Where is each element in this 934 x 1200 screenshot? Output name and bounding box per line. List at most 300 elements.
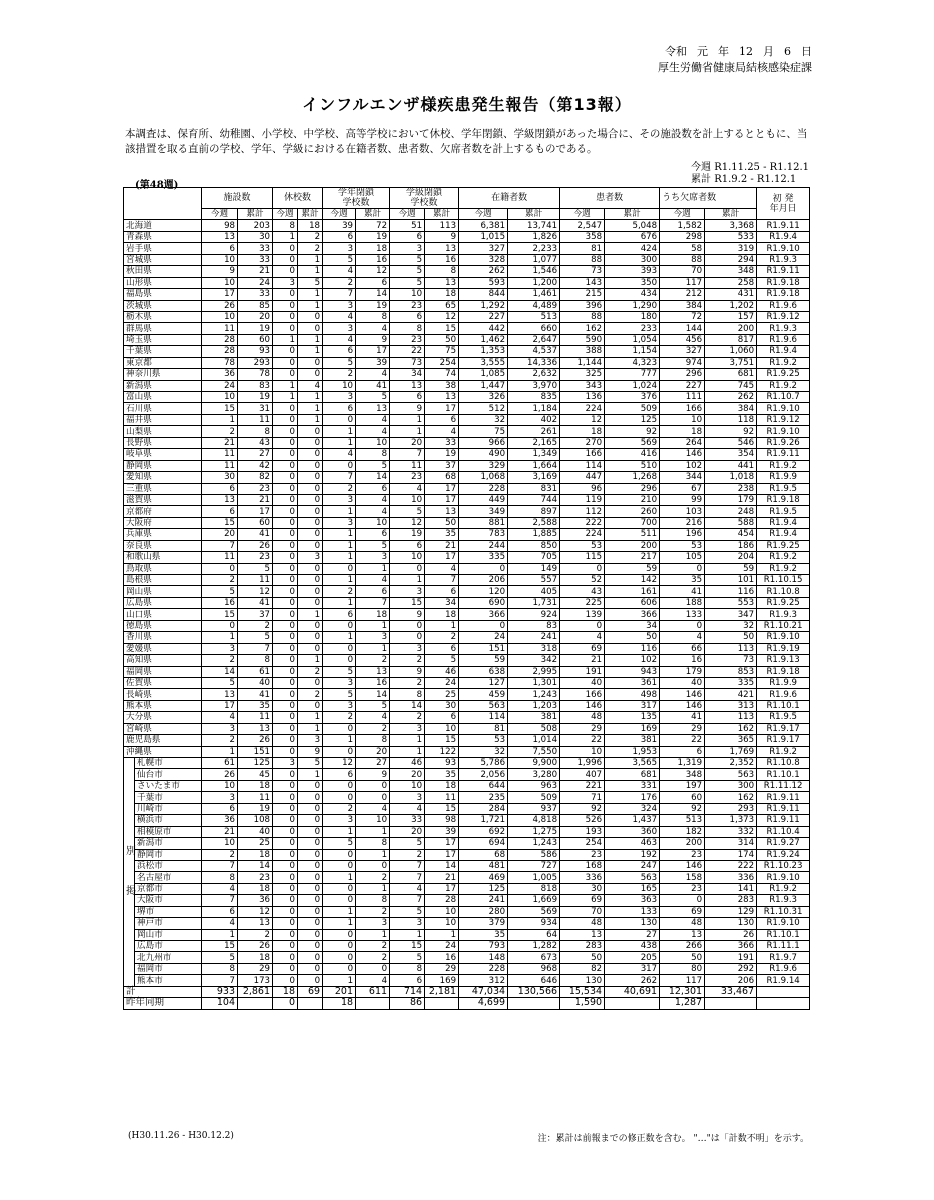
value-cell: 0 — [273, 872, 298, 883]
value-cell: 166 — [560, 449, 605, 460]
value-cell: 14 — [356, 289, 390, 300]
value-cell: 3 — [356, 632, 390, 643]
value-cell: 0 — [323, 655, 356, 666]
value-cell: 3 — [273, 758, 298, 769]
value-cell: 11 — [425, 792, 459, 803]
value-cell: 3 — [323, 494, 356, 505]
total-label: 計 — [124, 986, 202, 997]
value-cell: 5 — [323, 357, 356, 368]
value-cell: 1,200 — [508, 277, 560, 288]
value-cell: 16 — [660, 655, 705, 666]
value-cell: 0 — [273, 746, 298, 757]
value-cell: 19 — [356, 300, 390, 311]
city-name: 大阪市 — [135, 895, 202, 906]
value-cell: 4 — [323, 266, 356, 277]
value-cell: 10 — [560, 746, 605, 757]
prefecture-name: 奈良県 — [124, 540, 202, 551]
value-cell: 212 — [660, 289, 705, 300]
value-cell: 12 — [390, 517, 425, 528]
city-row — [124, 769, 810, 780]
prefecture-row — [124, 597, 810, 608]
value-cell: 2 — [356, 952, 390, 963]
value-cell: 8 — [238, 426, 273, 437]
first-date-cell: R1.10.21 — [757, 620, 810, 631]
value-cell: 21 — [202, 826, 238, 837]
value-cell: 5 — [356, 460, 390, 471]
value-cell: 13 — [202, 494, 238, 505]
value-cell: 10 — [425, 918, 459, 929]
value-cell: 0 — [298, 632, 323, 643]
city-row — [124, 815, 810, 826]
value-cell: 3 — [390, 243, 425, 254]
value-cell: 1,885 — [508, 529, 560, 540]
value-cell: 73 — [390, 357, 425, 368]
first-date-cell: R1.9.6 — [757, 300, 810, 311]
value-cell: 37 — [425, 460, 459, 471]
value-cell: 360 — [605, 826, 660, 837]
value-cell: 26 — [238, 941, 273, 952]
value-cell: 6,381 — [459, 220, 508, 231]
header-first-date: 初 発 年月日 — [757, 188, 810, 220]
value-cell: 526 — [560, 815, 605, 826]
value-cell: 30 — [425, 700, 459, 711]
value-cell: 0 — [273, 666, 298, 677]
value-cell: 0 — [273, 289, 298, 300]
prefecture-name: 広島県 — [124, 597, 202, 608]
value-cell: 8 — [356, 838, 390, 849]
value-cell: 5 — [202, 952, 238, 963]
value-cell: 14,336 — [508, 357, 560, 368]
value-cell: 0 — [273, 449, 298, 460]
value-cell: 0 — [273, 906, 298, 917]
value-cell: 193 — [560, 826, 605, 837]
value-cell: 366 — [605, 609, 660, 620]
value-cell: 0 — [356, 860, 390, 871]
value-cell: 33 — [425, 437, 459, 448]
value-cell: 0 — [273, 311, 298, 322]
city-row — [124, 838, 810, 849]
value-cell: 0 — [323, 963, 356, 974]
value-cell: 3 — [390, 723, 425, 734]
prefecture-name: 山口県 — [124, 609, 202, 620]
value-cell: 29 — [425, 963, 459, 974]
value-cell: 2 — [238, 620, 273, 631]
subheader-this-week: 今週 — [323, 209, 356, 220]
first-date-cell: R1.9.7 — [757, 952, 810, 963]
value-cell: 5 — [356, 540, 390, 551]
value-cell: 0 — [202, 563, 238, 574]
city-name: 熊本市 — [135, 975, 202, 986]
value-cell: 75 — [425, 346, 459, 357]
value-cell: 1 — [425, 620, 459, 631]
value-cell: 0 — [273, 620, 298, 631]
value-cell: 2 — [298, 666, 323, 677]
value-cell: 215 — [560, 289, 605, 300]
value-cell: 2 — [390, 849, 425, 860]
value-cell: 512 — [459, 403, 508, 414]
value-cell: 27 — [356, 758, 390, 769]
value-cell: 745 — [705, 380, 757, 391]
prefecture-row — [124, 311, 810, 322]
value-cell: 3 — [202, 792, 238, 803]
value-cell: 327 — [660, 346, 705, 357]
value-cell: 69 — [298, 986, 323, 997]
value-cell: 142 — [605, 575, 660, 586]
prefecture-row — [124, 277, 810, 288]
value-cell: 0 — [273, 369, 298, 380]
value-cell: 27 — [238, 449, 273, 460]
value-cell: 16 — [425, 952, 459, 963]
value-cell: 24 — [238, 277, 273, 288]
prefecture-row — [124, 231, 810, 242]
value-cell: 6 — [390, 975, 425, 986]
value-cell: 0 — [323, 895, 356, 906]
value-cell: 14 — [356, 689, 390, 700]
value-cell: 11 — [238, 414, 273, 425]
value-cell: 2 — [425, 632, 459, 643]
value-cell: 115 — [560, 552, 605, 563]
value-cell: 1 — [298, 769, 323, 780]
value-cell: 42 — [238, 460, 273, 471]
city-name: 横浜市 — [135, 815, 202, 826]
value-cell: 4 — [390, 483, 425, 494]
value-cell: 469 — [459, 872, 508, 883]
value-cell: 166 — [560, 689, 605, 700]
value-cell: 21 — [238, 266, 273, 277]
city-name: 堺市 — [135, 906, 202, 917]
value-cell: 5,048 — [605, 220, 660, 231]
value-cell: 241 — [508, 632, 560, 643]
value-cell: 25 — [425, 689, 459, 700]
value-cell: 0 — [273, 689, 298, 700]
value-cell: 18 — [425, 609, 459, 620]
prefecture-name: 栃木県 — [124, 311, 202, 322]
value-cell: 205 — [605, 952, 660, 963]
value-cell: 0 — [298, 963, 323, 974]
first-date-cell: R1.9.10 — [757, 403, 810, 414]
prefecture-row — [124, 677, 810, 688]
value-cell: 179 — [705, 494, 757, 505]
value-cell: 2,995 — [508, 666, 560, 677]
value-cell: 6 — [660, 746, 705, 757]
value-cell: 116 — [705, 586, 757, 597]
value-cell: 13 — [202, 689, 238, 700]
value-cell: 162 — [560, 323, 605, 334]
value-cell: 18 — [660, 426, 705, 437]
value-cell: 0 — [323, 941, 356, 952]
value-cell: 0 — [273, 597, 298, 608]
value-cell: 5 — [356, 700, 390, 711]
value-cell: 0 — [273, 677, 298, 688]
value-cell: 15 — [390, 941, 425, 952]
value-cell: 191 — [705, 952, 757, 963]
first-date-cell: R1.9.18 — [757, 289, 810, 300]
value-cell: 563 — [705, 769, 757, 780]
value-cell: 18 — [238, 952, 273, 963]
value-cell: 606 — [605, 597, 660, 608]
prefecture-name: 愛知県 — [124, 472, 202, 483]
value-cell: 6 — [356, 529, 390, 540]
value-cell: 264 — [660, 437, 705, 448]
header-closure: 休校数 — [273, 188, 323, 209]
value-cell: 19 — [356, 231, 390, 242]
value-cell: 20 — [238, 311, 273, 322]
value-cell: 850 — [508, 540, 560, 551]
value-cell: 510 — [605, 460, 660, 471]
table-subheader-row — [124, 209, 810, 220]
prefecture-row — [124, 392, 810, 403]
value-cell: 17 — [238, 506, 273, 517]
value-cell: 5 — [390, 952, 425, 963]
prefecture-row — [124, 620, 810, 631]
value-cell: 293 — [238, 357, 273, 368]
city-row — [124, 780, 810, 791]
city-name: 札幌市 — [135, 758, 202, 769]
value-cell: 233 — [605, 323, 660, 334]
value-cell: 15 — [202, 517, 238, 528]
city-row — [124, 860, 810, 871]
value-cell: 0 — [273, 963, 298, 974]
value-cell: 4 — [356, 323, 390, 334]
value-cell: 0 — [273, 529, 298, 540]
value-cell: 0 — [323, 414, 356, 425]
value-cell: 165 — [605, 883, 660, 894]
value-cell: 30 — [202, 472, 238, 483]
value-cell: 74 — [425, 369, 459, 380]
value-cell: 50 — [560, 952, 605, 963]
value-cell: 23 — [390, 300, 425, 311]
value-cell: 9 — [390, 666, 425, 677]
value-cell: 4 — [356, 506, 390, 517]
first-date-cell: R1.9.18 — [757, 494, 810, 505]
value-cell: 67 — [660, 483, 705, 494]
prefecture-row — [124, 220, 810, 231]
value-cell: 169 — [605, 723, 660, 734]
value-cell: 24 — [425, 677, 459, 688]
first-date-cell: R1.10.15 — [757, 575, 810, 586]
value-cell: 2,165 — [508, 437, 560, 448]
value-cell: 1 — [390, 426, 425, 437]
prefecture-name: 高知県 — [124, 655, 202, 666]
value-cell: 2 — [323, 803, 356, 814]
value-cell: 727 — [508, 860, 560, 871]
value-cell: 23 — [238, 872, 273, 883]
prefecture-name: 新潟県 — [124, 380, 202, 391]
first-date-cell — [757, 998, 810, 1009]
value-cell: 0 — [323, 883, 356, 894]
header-facilities: 施設数 — [202, 188, 273, 209]
value-cell: 335 — [459, 552, 508, 563]
prefecture-row — [124, 266, 810, 277]
first-date-cell: R1.10.8 — [757, 758, 810, 769]
value-cell: 2,861 — [238, 986, 273, 997]
value-cell: 13 — [560, 929, 605, 940]
value-cell: 7,550 — [508, 746, 560, 757]
first-date-cell: R1.9.17 — [757, 735, 810, 746]
value-cell: 1,290 — [605, 300, 660, 311]
period-this-week: 今週 R1.11.25 - R1.12.1 — [691, 162, 809, 173]
value-cell: 13 — [238, 918, 273, 929]
value-cell: 4 — [202, 918, 238, 929]
value-cell: 17 — [425, 494, 459, 505]
prefecture-name: 青森県 — [124, 231, 202, 242]
value-cell: 1 — [323, 506, 356, 517]
value-cell: 293 — [705, 803, 757, 814]
report-period — [691, 162, 809, 186]
value-cell: 481 — [459, 860, 508, 871]
prefecture-row — [124, 506, 810, 517]
value-cell: 179 — [660, 666, 705, 677]
value-cell: 130,566 — [508, 986, 560, 997]
value-cell: 0 — [273, 792, 298, 803]
value-cell: 8 — [356, 449, 390, 460]
first-date-cell: R1.9.12 — [757, 311, 810, 322]
value-cell: 300 — [705, 780, 757, 791]
value-cell: 0 — [298, 826, 323, 837]
value-cell: 714 — [390, 986, 425, 997]
value-cell: 1 — [202, 746, 238, 757]
value-cell: 0 — [298, 483, 323, 494]
value-cell: 336 — [560, 872, 605, 883]
value-cell: 6 — [202, 483, 238, 494]
value-cell: 1 — [323, 975, 356, 986]
city-name: 京都市 — [135, 883, 202, 894]
value-cell: 0 — [273, 437, 298, 448]
value-cell: 2 — [323, 712, 356, 723]
value-cell: 0 — [298, 838, 323, 849]
value-cell: 1,462 — [459, 334, 508, 345]
value-cell: 20 — [390, 769, 425, 780]
value-cell: 5 — [390, 506, 425, 517]
value-cell: 146 — [660, 700, 705, 711]
first-date-cell: R1.9.25 — [757, 597, 810, 608]
value-cell: 1 — [273, 392, 298, 403]
value-cell: 23 — [660, 883, 705, 894]
value-cell: 1,546 — [508, 266, 560, 277]
value-cell: 9 — [202, 266, 238, 277]
value-cell: 1,664 — [508, 460, 560, 471]
value-cell: 58 — [660, 243, 705, 254]
value-cell: 1 — [323, 575, 356, 586]
value-cell: 182 — [660, 826, 705, 837]
prefecture-row — [124, 357, 810, 368]
value-cell: 114 — [459, 712, 508, 723]
city-row — [124, 906, 810, 917]
value-cell: 5 — [425, 655, 459, 666]
value-cell: 508 — [508, 723, 560, 734]
value-cell: 40 — [238, 677, 273, 688]
value-cell: 17 — [202, 700, 238, 711]
value-cell: 1,373 — [705, 815, 757, 826]
value-cell: 40,691 — [605, 986, 660, 997]
value-cell: 690 — [459, 597, 508, 608]
date-month: 12 — [739, 45, 753, 58]
value-cell: 69 — [560, 643, 605, 654]
value-cell: 26 — [238, 540, 273, 551]
value-cell: 0 — [356, 780, 390, 791]
prefecture-row — [124, 655, 810, 666]
value-cell: 0 — [323, 929, 356, 940]
value-cell: 248 — [705, 506, 757, 517]
value-cell: 2 — [356, 906, 390, 917]
value-cell: 17 — [425, 883, 459, 894]
city-row — [124, 941, 810, 952]
value-cell: 0 — [298, 506, 323, 517]
value-cell: 13 — [202, 231, 238, 242]
value-cell: 447 — [560, 472, 605, 483]
value-cell: 0 — [273, 575, 298, 586]
value-cell: 104 — [202, 998, 238, 1009]
value-cell: 0 — [298, 563, 323, 574]
value-cell: 28 — [202, 334, 238, 345]
city-name: 新潟市 — [135, 838, 202, 849]
prefecture-name: 沖縄県 — [124, 746, 202, 757]
first-date-cell: R1.9.10 — [757, 632, 810, 643]
value-cell: 3 — [202, 643, 238, 654]
value-cell: 244 — [459, 540, 508, 551]
value-cell: 1 — [356, 826, 390, 837]
value-cell: 1 — [356, 620, 390, 631]
value-cell: 0 — [390, 620, 425, 631]
value-cell: 176 — [605, 792, 660, 803]
value-cell: 354 — [705, 449, 757, 460]
value-cell: 13 — [425, 506, 459, 517]
value-cell: 136 — [560, 392, 605, 403]
value-cell: 1 — [390, 929, 425, 940]
value-cell: 0 — [273, 472, 298, 483]
prefecture-name: 山梨県 — [124, 426, 202, 437]
total-row — [124, 986, 810, 997]
value-cell: 96 — [560, 483, 605, 494]
value-cell: 509 — [508, 792, 560, 803]
value-cell: 130 — [605, 918, 660, 929]
first-date-cell: R1.9.5 — [757, 506, 810, 517]
prefecture-name: 佐賀県 — [124, 677, 202, 688]
value-cell: 1 — [323, 529, 356, 540]
value-cell: 644 — [459, 780, 508, 791]
value-cell: 8 — [390, 689, 425, 700]
first-date-cell: R1.9.6 — [757, 963, 810, 974]
first-date-cell: R1.9.10 — [757, 426, 810, 437]
value-cell: 36 — [238, 895, 273, 906]
value-cell: 1,268 — [605, 472, 660, 483]
last-year-period-note: (H30.11.26 - H30.12.2) — [128, 1131, 234, 1141]
prefecture-name: 滋賀県 — [124, 494, 202, 505]
value-cell: 283 — [705, 895, 757, 906]
value-cell: 53 — [560, 540, 605, 551]
value-cell: 34 — [605, 620, 660, 631]
value-cell: 15 — [202, 941, 238, 952]
value-cell: 4,699 — [459, 998, 508, 1009]
value-cell: 20 — [390, 826, 425, 837]
value-cell: 0 — [323, 563, 356, 574]
value-cell: 593 — [459, 277, 508, 288]
value-cell: 10 — [202, 254, 238, 265]
first-date-cell: R1.9.5 — [757, 483, 810, 494]
value-cell: 0 — [273, 952, 298, 963]
value-cell: 16 — [202, 597, 238, 608]
value-cell: 4,818 — [508, 815, 560, 826]
value-cell: 6 — [425, 414, 459, 425]
value-cell: 266 — [660, 941, 705, 952]
value-cell: 146 — [660, 860, 705, 871]
value-cell: 681 — [705, 369, 757, 380]
value-cell: 18 — [238, 849, 273, 860]
prefecture-row — [124, 494, 810, 505]
value-cell: 8 — [238, 655, 273, 666]
first-date-cell: R1.9.11 — [757, 803, 810, 814]
value-cell: 1,184 — [508, 403, 560, 414]
